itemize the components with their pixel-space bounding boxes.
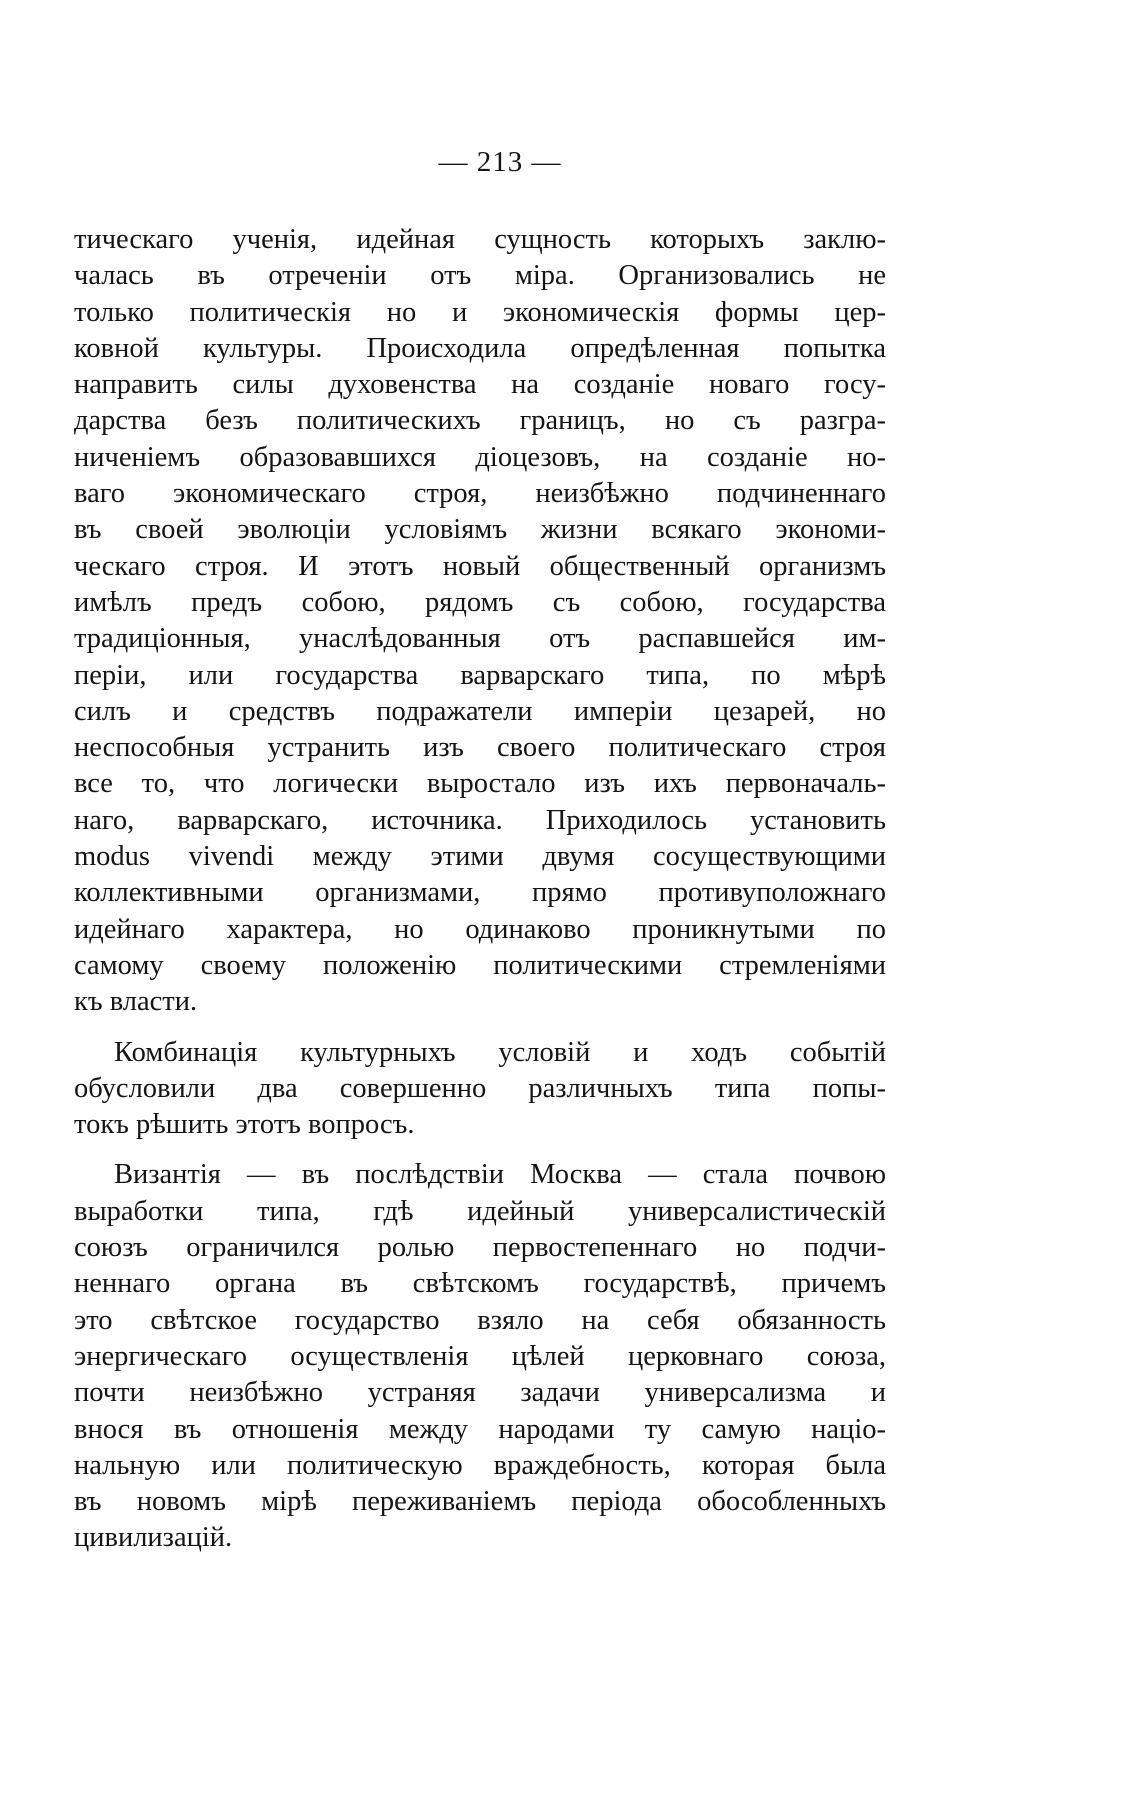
text-line: Византія — въ послѣдствіи Москва — стала почвою	[114, 1159, 886, 1191]
text-line: Комбинація культурныхъ условій и ходъ событій	[114, 1036, 886, 1068]
text-line: дарства безъ политическихъ границъ, но съ разгра-	[74, 405, 886, 437]
text-line: выработки типа, гдѣ идейный универсалистическій	[74, 1195, 886, 1227]
text-line: коллективными организмами, прямо противуположнаго	[74, 877, 886, 909]
text-line: ческаго строя. И этотъ новый общественный организмъ	[74, 550, 886, 582]
text-line: цивилизацій.	[74, 1522, 233, 1554]
text-line: нальную или политическую враждебность, которая была	[74, 1449, 886, 1481]
paragraph-3	[74, 1157, 886, 1556]
page-number: — 213 —	[438, 146, 562, 178]
paragraph-2	[74, 1035, 886, 1144]
text-line: наго, варварскаго, источника. Приходилось установить	[74, 804, 886, 836]
text-line: традиціонныя, унаслѣдованныя отъ распавшейся им-	[74, 623, 886, 655]
text-line: тическаго ученія, идейная сущность которыхъ заклю-	[74, 224, 886, 255]
text-line: только политическія но и экономическія формы цер-	[74, 296, 886, 328]
text-line: ваго экономическаго строя, неизбѣжно подчиненнаго	[74, 478, 886, 510]
body-text	[74, 222, 886, 1557]
text-line: періи, или государства варварскаго типа, по мѣрѣ	[74, 659, 886, 691]
text-line: неннаго органа въ свѣтскомъ государствѣ, причемъ	[74, 1268, 886, 1300]
text-line: самому своему положенію политическими стремленіями	[74, 949, 886, 981]
text-line: союзъ ограничился ролью первостепеннаго но подчи-	[74, 1232, 886, 1264]
text-line: modus vivendi между этими двумя сосуществующими	[74, 841, 886, 873]
text-line: идейнаго характера, но одинаково проникнутыми по	[74, 913, 886, 945]
paragraph-1	[74, 222, 886, 1021]
text-line: почти неизбѣжно устраняя задачи универсализма и	[74, 1377, 886, 1409]
text-line: токъ рѣшить этотъ вопросъ.	[74, 1109, 415, 1141]
text-line: энергическаго осуществленія цѣлей церковнаго союза,	[74, 1340, 886, 1372]
text-line: чалась въ отреченіи отъ міра. Организовались не	[74, 260, 886, 292]
text-line: въ новомъ мірѣ переживаніемъ періода обособленныхъ	[74, 1486, 886, 1518]
text-line: ковной культуры. Происходила опредѣленная попытка	[74, 332, 886, 364]
text-line: все то, что логически выростало изъ ихъ первоначаль-	[74, 768, 886, 800]
text-line: направить силы духовенства на созданіе новаго госу-	[74, 369, 886, 401]
text-line: неспособныя устранить изъ своего политическаго строя	[74, 732, 886, 764]
text-line: къ власти.	[74, 986, 198, 1018]
text-line: обусловили два совершенно различныхъ типа попы-	[74, 1072, 886, 1104]
text-line: ниченіемъ образовавшихся діоцезовъ, на созданіе но-	[74, 441, 886, 473]
text-line: въ своей эволюціи условіямъ жизни всякаго экономи-	[74, 514, 886, 546]
text-line: силъ и средствъ подражатели имперіи цезарей, но	[74, 695, 886, 727]
text-line: внося въ отношенія между народами ту самую націо-	[74, 1413, 886, 1445]
text-line: имѣлъ предъ собою, рядомъ съ собою, государства	[74, 586, 886, 618]
text-line: это свѣтское государство взяло на себя обязанность	[74, 1304, 886, 1336]
